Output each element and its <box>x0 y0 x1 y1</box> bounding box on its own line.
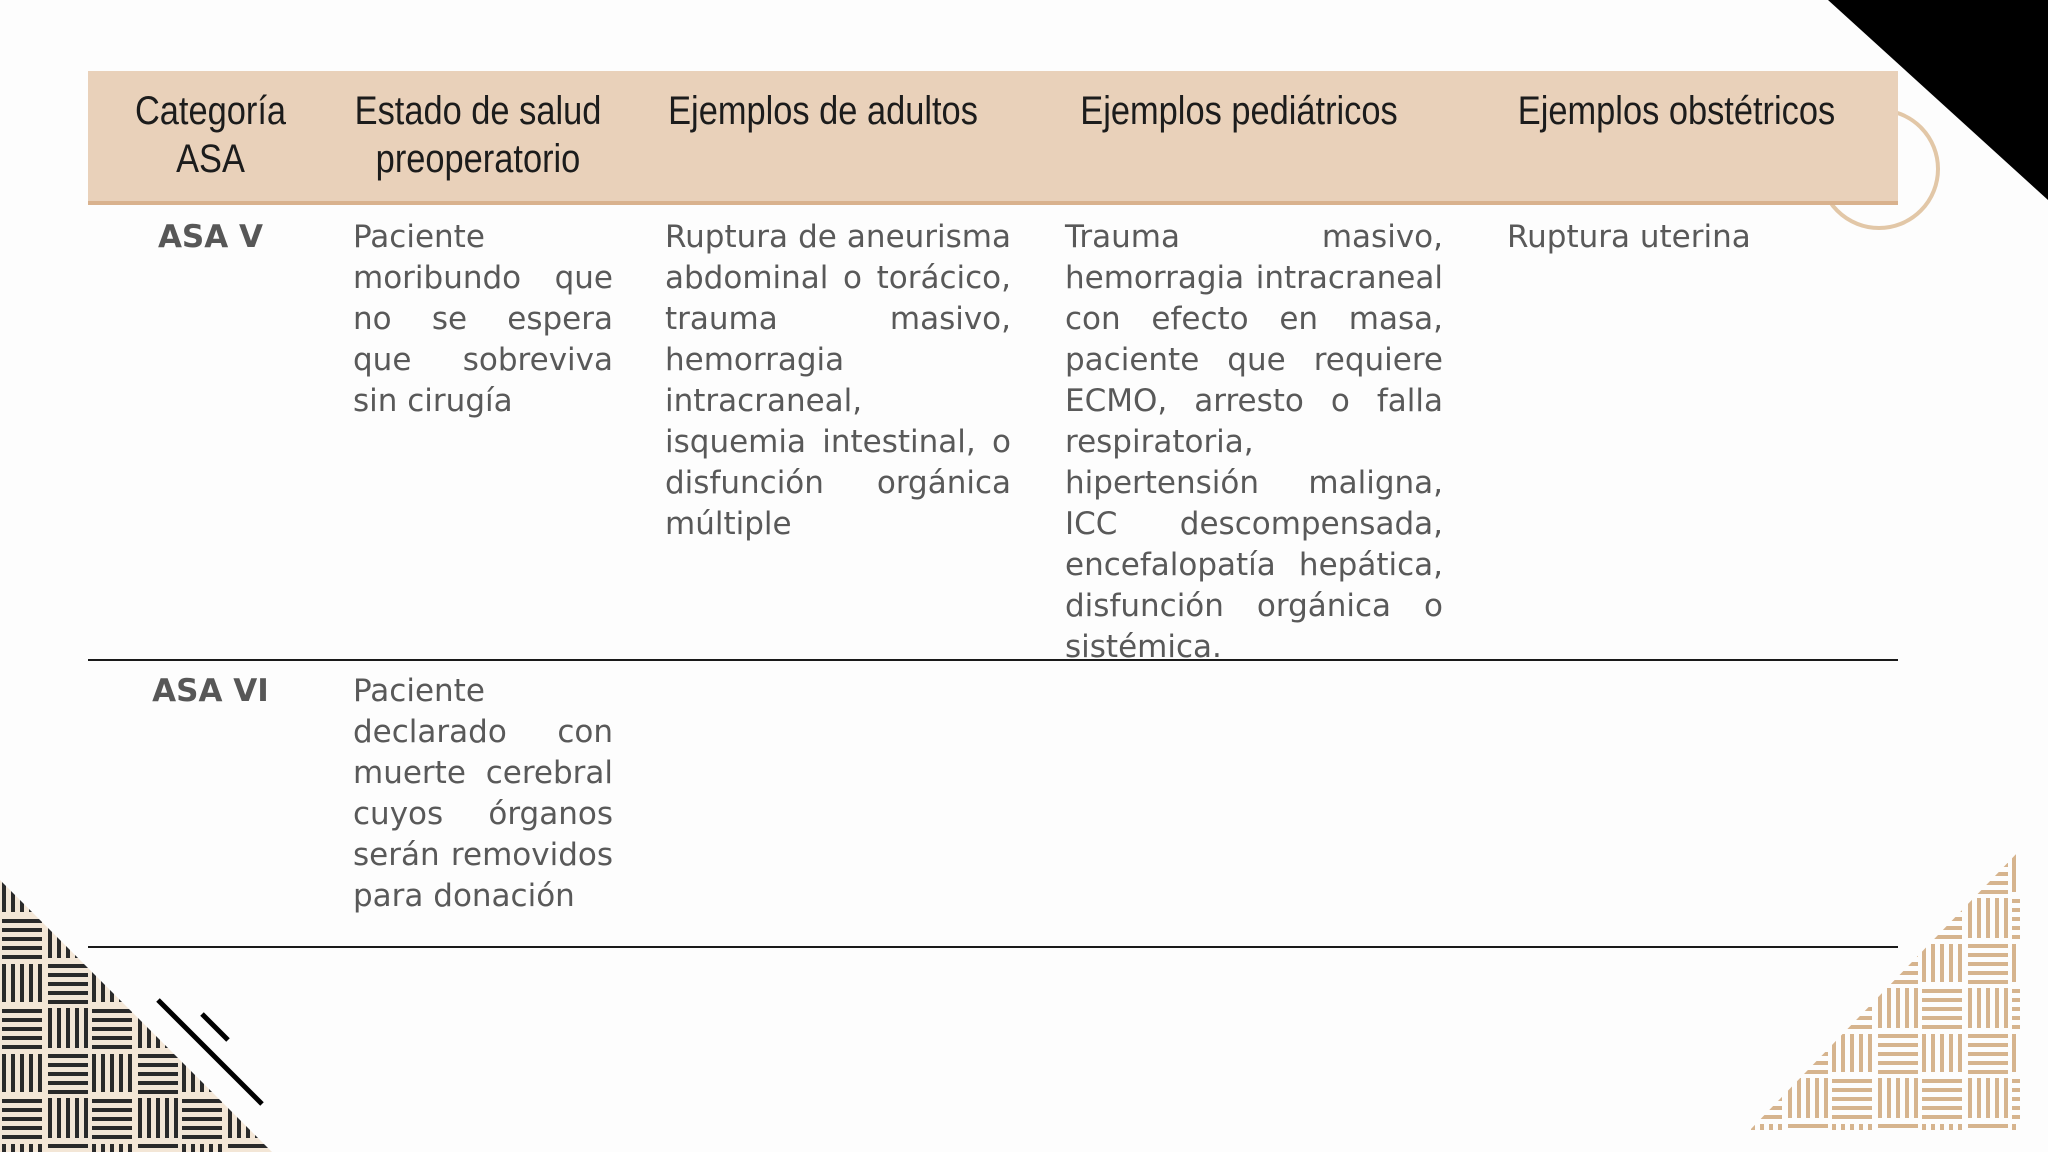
adultos-cell: Ruptura de aneurisma abdominal o torácico, trauma masivo, hemorragia intracraneal, isquemia intestinal, o disfunción orgánica múltiple <box>665 219 1011 542</box>
category-cell: ASA V <box>157 219 264 255</box>
pediatricos-cell <box>1033 671 1475 946</box>
header-categoria: Categoría ASA <box>134 89 287 181</box>
header-adultos: Ejemplos de adultos <box>668 89 978 133</box>
estado-cell: Paciente moribundo que no se espera que sobreviva sin cirugía <box>353 219 613 419</box>
adultos-cell <box>643 671 1033 946</box>
category-cell: ASA VI <box>152 673 269 709</box>
table-header <box>88 71 1898 205</box>
obstetricos-cell <box>1475 671 1898 946</box>
obstetricos-cell: Ruptura uterina <box>1507 219 1751 255</box>
header-obstetricos: Ejemplos obstétricos <box>1517 89 1836 133</box>
header-estado: Estado de salud preoperatorio <box>354 89 602 181</box>
pediatricos-cell: Trauma masivo, hemorragia intracraneal con efecto en masa, paciente que requiere ECMO, arresto o falla respiratoria, hipertensión maligna, ICC descompensada, encefalopatía hepática, disfunción orgánica o sistémica. <box>1065 219 1443 665</box>
table-row <box>88 661 1898 948</box>
asa-classification-table <box>88 71 1898 948</box>
header-pediatricos: Ejemplos pediátricos <box>1080 89 1398 133</box>
estado-cell: Paciente declarado con muerte cerebral cuyos órganos serán removidos para donación <box>353 673 613 914</box>
table-row <box>88 205 1898 665</box>
